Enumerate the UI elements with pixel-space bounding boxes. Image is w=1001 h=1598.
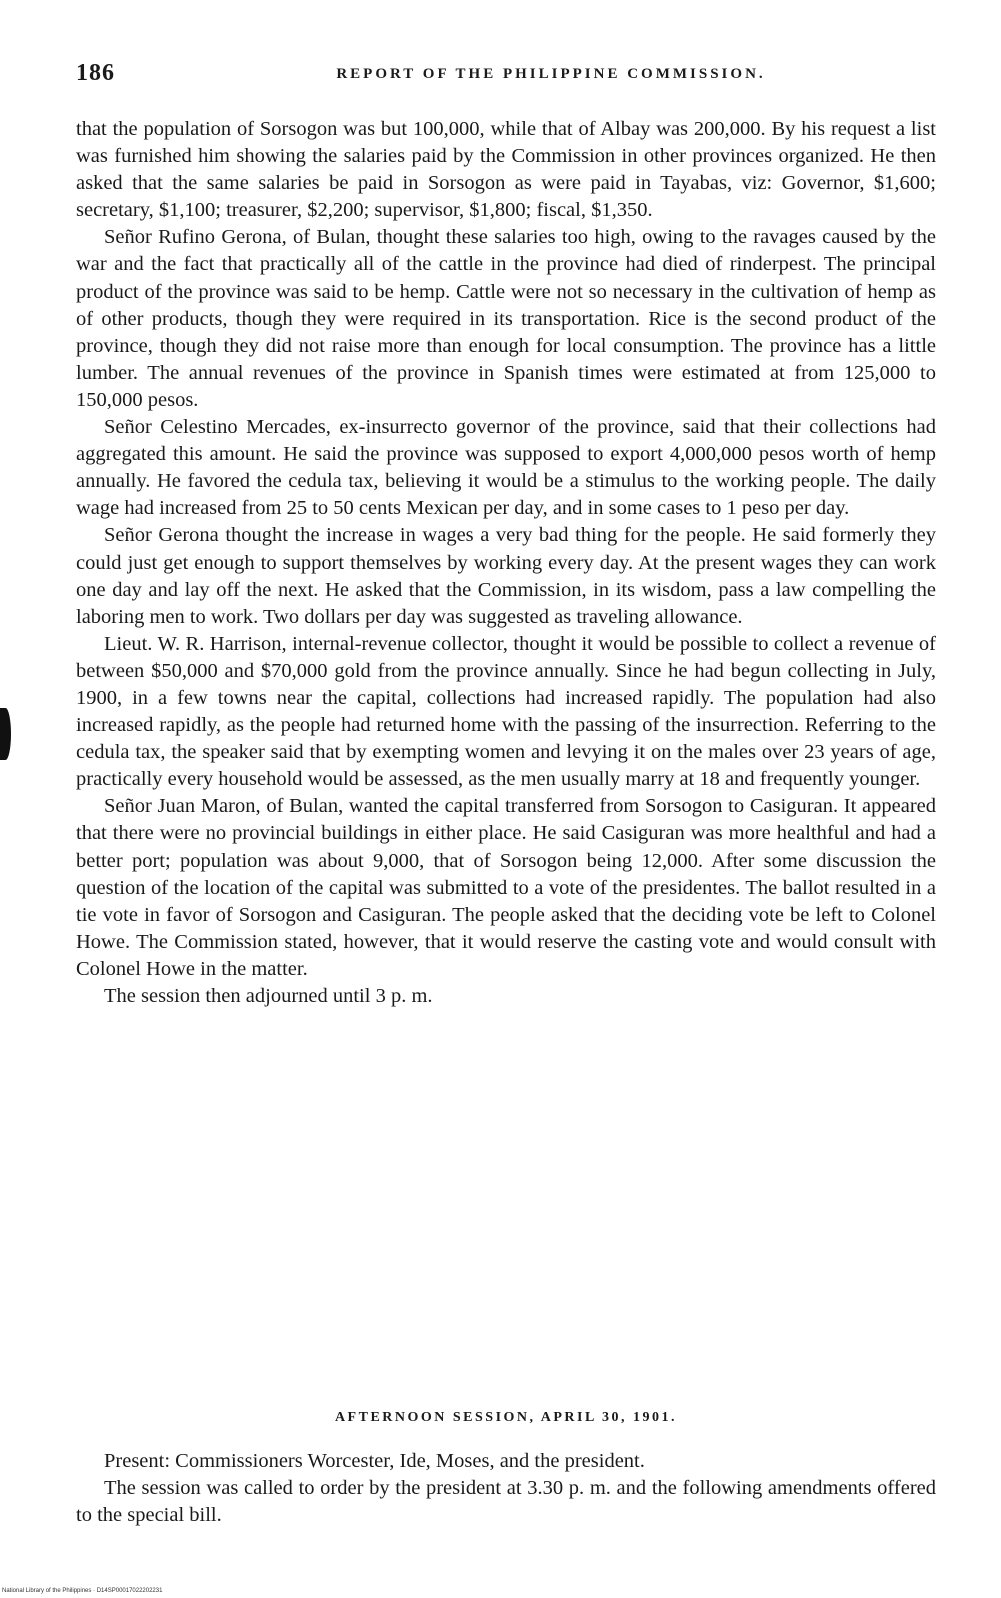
scan-footer: National Library of the Philippines · D14SP00017022202231: [2, 1588, 163, 1594]
section-heading: AFTERNOON SESSION, APRIL 30, 1901.: [334, 1410, 678, 1425]
page-header: [76, 60, 936, 92]
paragraph-gerona-salaries: Señor Rufino Gerona, of Bulan, thought these salaries too high, owing to the ravages caused by the war and the fact that practically all of the cattle in the province had died of rinderpest. The principal product of the province was said to be hemp. Cattle were not so necessary in the cultivation of hemp as of other products, though they were required in its transportation. Rice is the second product of the province, though they did not raise more than enough for local consumption. The province has a little lumber. The annual revenues of the province in Spanish times were estimated at from 125,000 to 150,000 pesos.: [76, 226, 936, 411]
paragraph-called-to-order: The session was called to order by the president at 3.30 p. m. and the following amendments offered to the special bill.: [76, 1477, 936, 1527]
paragraph-mercades: Señor Celestino Mercades, ex-insurrecto governor of the province, said that their collections had aggregated this amount. He said the province was supposed to export 4,000,000 pesos worth of hemp annually. He favored the cedula tax, believing it would be a stimulus to the working people. The daily wage had increased from 25 to 50 cents Mexican per day, and in some cases to 1 peso per day.: [76, 416, 936, 520]
paragraph-maron: Señor Juan Maron, of Bulan, wanted the capital transferred from Sorsogon to Casiguran. It appeared that there were no provincial buildings in either place. He said Casiguran was more healthful and had a better port; population was about 9,000, that of Sorsogon being 12,000. After some discussion the question of the location of the capital was submitted to a vote of the presidentes. The ballot resulted in a tie vote in favor of Sorsogon and Casiguran. The people asked that the deciding vote be left to Colonel Howe. The Commission stated, however, that it would reserve the casting vote and would consult with Colonel Howe in the matter.: [76, 795, 936, 980]
scan-blot: [0, 708, 11, 760]
body-text: [76, 116, 936, 1010]
page-number: 186: [76, 60, 115, 86]
paragraph-adjourned: The session then adjourned until 3 p. m.: [104, 985, 433, 1007]
afternoon-session-text: [76, 1448, 936, 1529]
paragraph-continuation: that the population of Sorsogon was but 100,000, while that of Albay was 200,000. By his request a list was furnished him showing the salaries paid by the Commission in other provinces organized. He then asked that the same salaries be paid in Sorsogon as were paid in Tayabas, viz: Governor, $1,600; secretary, $1,100; treasurer, $2,200; supervisor, $1,800; fiscal, $1,350.: [76, 118, 936, 222]
paragraph-harrison: Lieut. W. R. Harrison, internal-revenue collector, thought it would be possible to collect a revenue of between $50,000 and $70,000 gold from the province annually. Since he had begun collecting in July, 1900, in a few towns near the capital, collections had increased rapidly. The population had also increased rapidly, as the people had returned home with the passing of the insurrection. Referring to the cedula tax, the speaker said that by exempting women and levying it on the males over 23 years of age, practically every household would be assessed, as the men usually marry at 18 and frequently younger.: [76, 632, 936, 791]
paragraph-present: Present: Commissioners Worcester, Ide, Moses, and the president.: [104, 1450, 645, 1472]
running-head: REPORT OF THE PHILIPPINE COMMISSION.: [336, 66, 766, 82]
paragraph-gerona-wages: Señor Gerona thought the increase in wages a very bad thing for the people. He said formerly they could just get enough to support themselves by working every day. At the present wages they can work one day and lay off the next. He asked that the Commission, in its wisdom, pass a law compelling the laboring men to work. Two dollars per day was suggested as traveling allowance.: [76, 524, 936, 628]
